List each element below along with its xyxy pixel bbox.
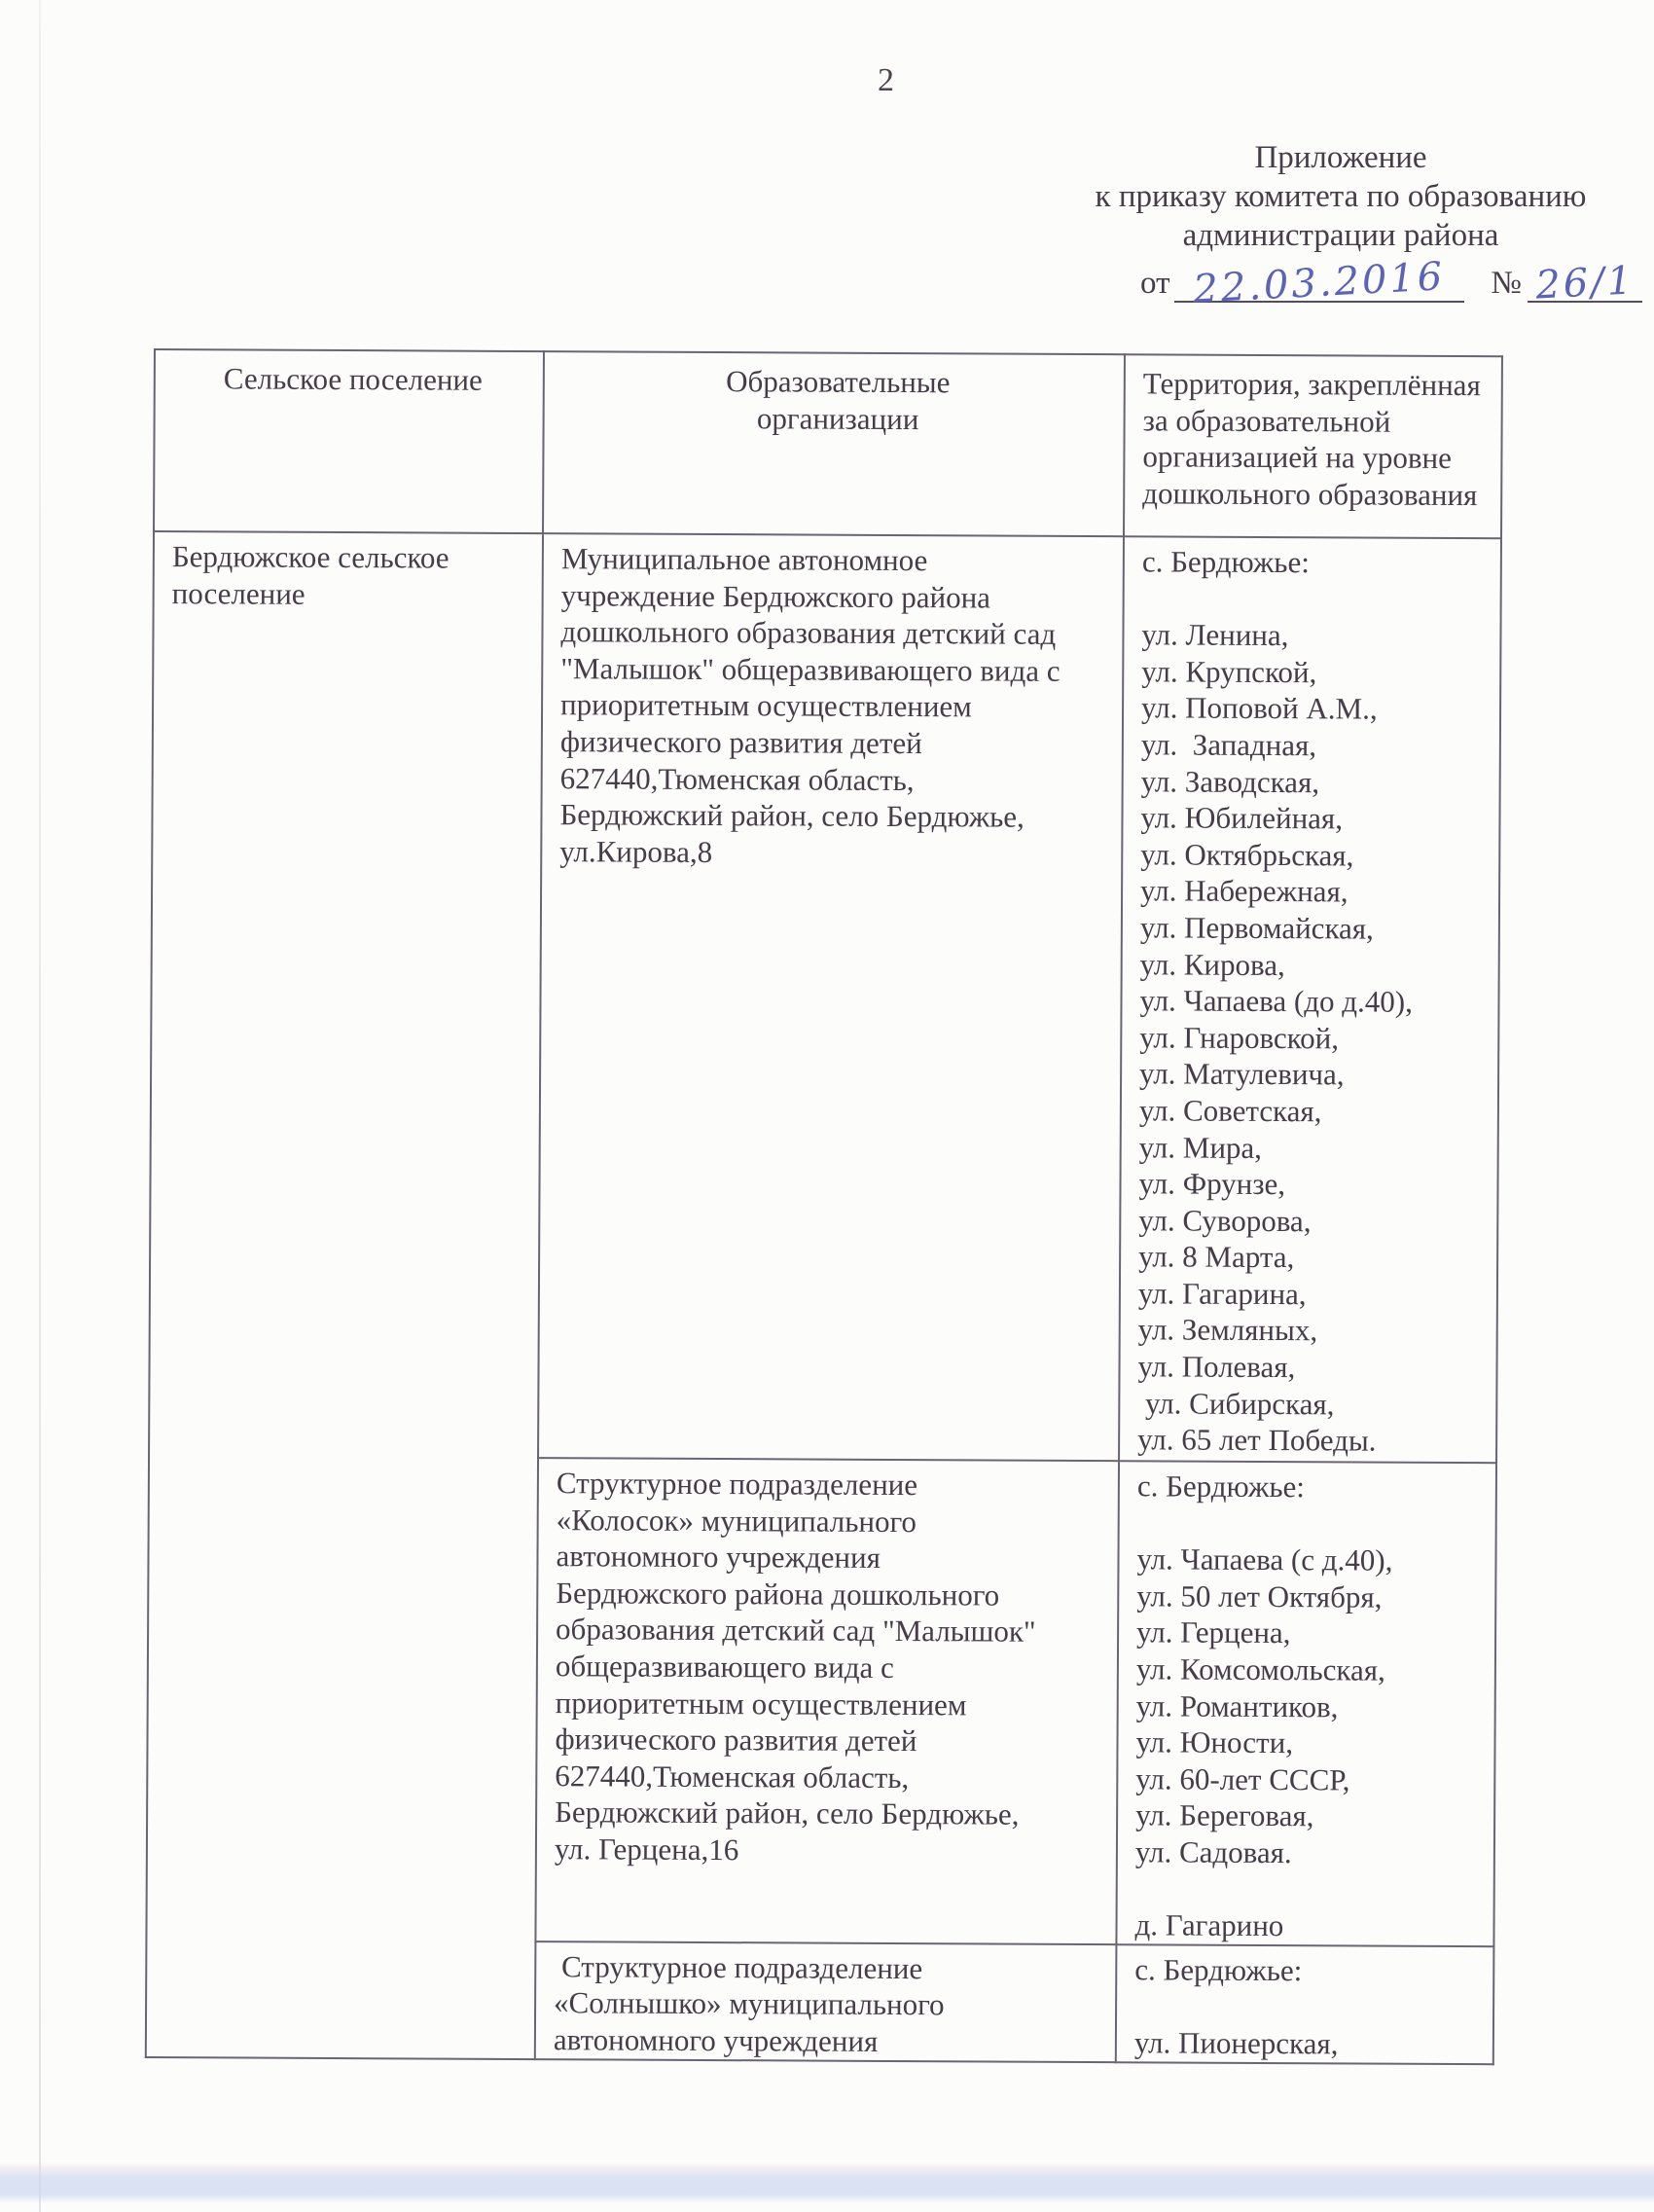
- text-line: [1134, 1988, 1483, 2026]
- text-line: «Солнышко» муниципального: [554, 1985, 945, 2022]
- from-label: от: [1140, 266, 1170, 301]
- scan-band-artifact: [0, 2162, 1654, 2203]
- order-reference-line: [1031, 254, 1650, 312]
- text-line: Структурное подразделение: [554, 1948, 923, 1985]
- text-line: ул. Сибирская,: [1137, 1385, 1335, 1422]
- text-line: 627440,Тюменская область,: [559, 760, 915, 797]
- number-sign-label: №: [1491, 266, 1522, 301]
- column-header-territory: [1124, 354, 1502, 538]
- handwritten-date: 22.03.2016: [1192, 254, 1447, 312]
- text-line: ул. Ленина,: [1141, 617, 1289, 653]
- text-line: ул. Суворова,: [1138, 1203, 1312, 1238]
- text-line: ул. Юности,: [1135, 1724, 1294, 1760]
- text-line: Образовательные: [726, 364, 951, 400]
- text-line: ул. Заводская,: [1140, 763, 1320, 799]
- text-line: ул. Первомайская,: [1139, 910, 1374, 946]
- text-line: Структурное подразделение: [556, 1466, 918, 1503]
- text-line: ул. Земляных,: [1137, 1312, 1318, 1348]
- text-line: поселение: [171, 575, 306, 611]
- order-number-field: [1528, 258, 1642, 308]
- text-line: автономного учреждения: [556, 1539, 881, 1576]
- text-line: [1137, 1505, 1486, 1542]
- page-number: 2: [878, 62, 894, 98]
- text-line: ул. Полевая,: [1137, 1349, 1296, 1385]
- handwritten-order-number: 26/1: [1534, 258, 1636, 308]
- text-line: Бердюжский район, село Бердюжье,: [555, 1795, 1020, 1832]
- territory-assignment-table: [145, 348, 1503, 2065]
- text-line: ул. Набережная,: [1140, 873, 1348, 909]
- text-line: ул. Береговая,: [1135, 1797, 1314, 1833]
- text-line: «Колосок» муниципального: [556, 1502, 917, 1539]
- text-line: ул. Чапаева (до д.40),: [1139, 983, 1414, 1019]
- text-line: "Малышок" общеразвивающего вида с: [560, 650, 1061, 688]
- header-title: Приложение: [1254, 140, 1427, 175]
- text-line: общеразвивающего вида с: [555, 1649, 894, 1685]
- text-line: Территория, закреплённая: [1142, 366, 1481, 403]
- text-line: образования детский сад "Малышок": [556, 1612, 1036, 1650]
- text-line: физического развития детей: [555, 1722, 917, 1759]
- text-line: ул. Романтиков,: [1135, 1687, 1339, 1723]
- organization-cell: [535, 1458, 1119, 1944]
- header-line-order: к приказу комитета по образованию: [1095, 179, 1587, 214]
- document-header: [1031, 138, 1650, 312]
- text-line: с. Бердюжье:: [1136, 1469, 1305, 1505]
- text-line: ул. Фрунзе,: [1138, 1166, 1286, 1202]
- table-header-row: [154, 349, 1502, 538]
- text-line: ул. Герцена,: [1136, 1614, 1291, 1650]
- text-line: ул. Гнаровской,: [1139, 1020, 1340, 1056]
- text-line: ул. Чапаева (с д.40),: [1136, 1541, 1393, 1577]
- header-line-administration: администрации района: [1182, 218, 1499, 253]
- text-line: учреждение Бердюжского района: [560, 577, 991, 615]
- text-line: ул. 60-лет СССР,: [1135, 1761, 1350, 1797]
- organization-cell: [538, 533, 1124, 1461]
- text-line: с. Бердюжье:: [1141, 544, 1310, 580]
- text-line: ул. Гагарина,: [1137, 1276, 1307, 1312]
- territory-cell: [1119, 536, 1501, 1463]
- settlement-cell: [146, 531, 543, 2059]
- text-line: приоритетным осуществлением: [555, 1685, 967, 1722]
- text-line: ул. Комсомольская,: [1135, 1651, 1385, 1687]
- text-line: ул. Пионерская,: [1133, 2025, 1339, 2061]
- text-line: ул. Юбилейная,: [1140, 800, 1344, 836]
- order-date-field: [1174, 254, 1464, 312]
- text-line: ул. Крупской,: [1141, 654, 1317, 690]
- column-header-settlement: Сельское поселение: [154, 349, 544, 533]
- text-line: Бердюжское сельское: [171, 539, 449, 575]
- text-line: ул. Западная,: [1140, 727, 1317, 763]
- territory-cell: [1116, 1461, 1496, 1946]
- text-line: автономного учреждения: [553, 2022, 879, 2058]
- text-line: ул. Кирова,: [1139, 946, 1285, 982]
- text-line: ул. Поповой А.М.,: [1140, 690, 1378, 726]
- organization-cell: [535, 1941, 1117, 2062]
- text-line: ул. Советская,: [1138, 1093, 1322, 1129]
- text-line: Бердюжский район, село Бердюжье,: [559, 797, 1025, 834]
- text-line: организацией на уровне: [1142, 439, 1453, 476]
- text-line: ул. Матулевича,: [1139, 1056, 1345, 1092]
- text-line: д. Гагарино: [1134, 1907, 1284, 1943]
- text-line: ул. Мира,: [1138, 1129, 1263, 1165]
- text-line: за образовательной: [1142, 402, 1391, 439]
- text-line: ул.Кирова,8: [559, 833, 713, 869]
- table-row: [149, 531, 1501, 1463]
- text-line: 627440,Тюменская область,: [555, 1758, 910, 1795]
- text-line: физического развития детей: [559, 724, 922, 761]
- text-line: ул. Герцена,16: [554, 1831, 739, 1868]
- text-line: [1135, 1870, 1484, 1908]
- text-line: Муниципальное автономное: [560, 541, 928, 578]
- text-line: Бердюжского района дошкольного: [556, 1575, 1000, 1613]
- text-line: ул. 8 Марта,: [1138, 1239, 1295, 1275]
- text-line: ул. 65 лет Победы.: [1137, 1422, 1377, 1458]
- text-line: ул. Садовая.: [1134, 1834, 1292, 1870]
- text-line: дошкольного образования: [1142, 476, 1478, 512]
- text-line: приоритетным осуществлением: [559, 687, 972, 724]
- column-header-organizations: [543, 351, 1125, 536]
- text-line: ул. Октябрьская,: [1140, 837, 1354, 873]
- territory-cell: [1116, 1944, 1494, 2064]
- text-line: [1142, 580, 1491, 618]
- scan-edge-artifact: [39, 0, 41, 2212]
- text-line: дошкольного образования детский сад: [560, 614, 1057, 652]
- text-line: с. Бердюжье:: [1134, 1952, 1303, 1987]
- text-line: ул. 50 лет Октября,: [1136, 1578, 1383, 1614]
- text-line: организации: [756, 400, 919, 436]
